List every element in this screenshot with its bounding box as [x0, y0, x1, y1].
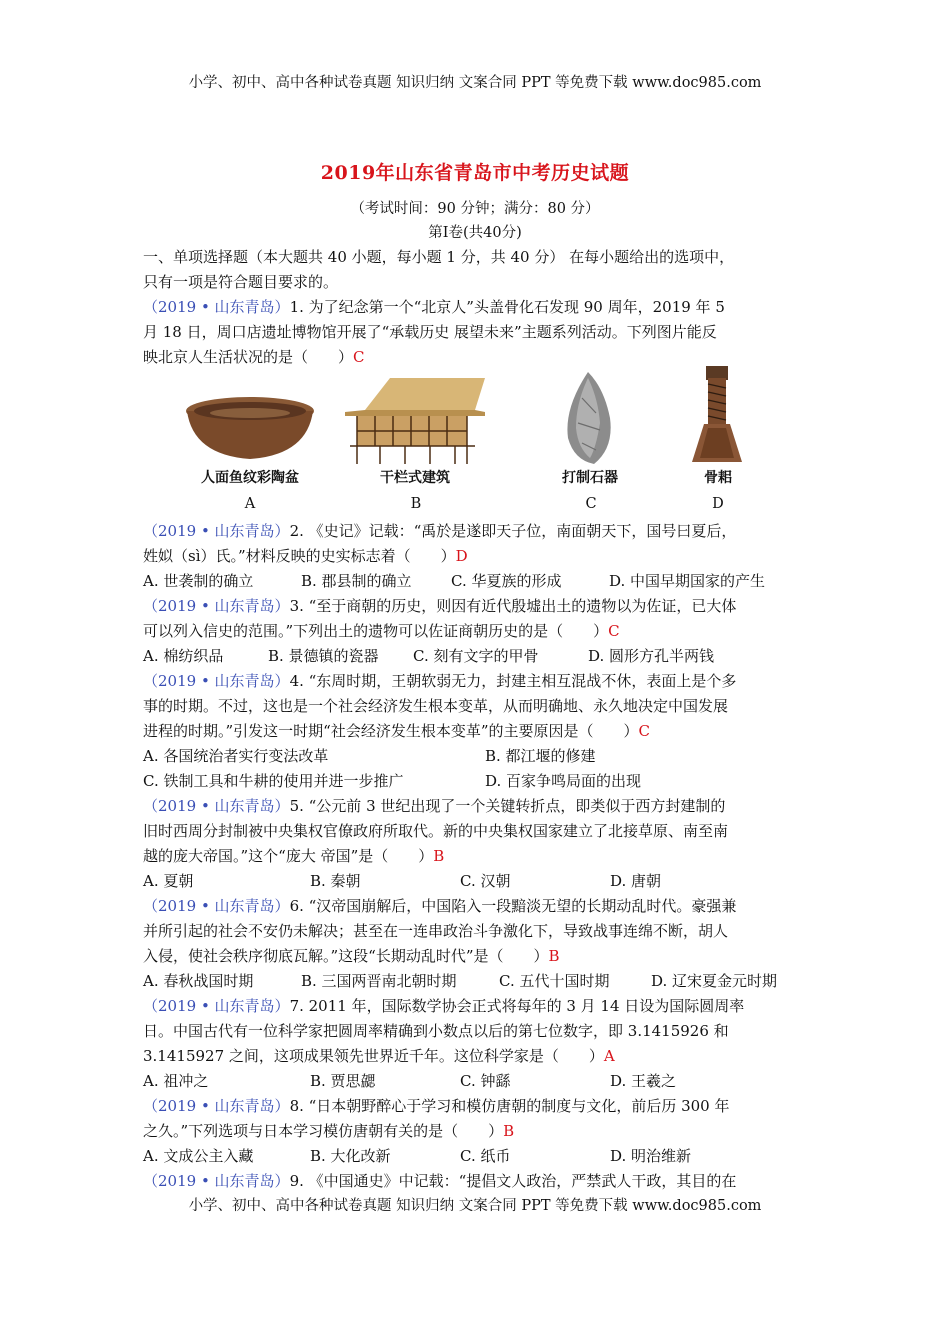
q1-answer: C [353, 348, 365, 366]
figure-letter-c: C [585, 496, 597, 512]
q4-text-3: 进程的时期。”引发这一时期“社会经济发生根本变革”的主要原因是（ ） [143, 722, 639, 740]
q6-line1 [143, 895, 813, 916]
figure-letter-d: D [712, 496, 724, 512]
q6-option-b: B. 三国两晋南北朝时期 [301, 972, 457, 990]
q7-text-1: 7. 2011 年，国际数学协会正式将每年的 3 月 14 日设为国际圆周率 [289, 997, 745, 1015]
q7-line1 [143, 995, 813, 1016]
q7-option-a: A. 祖冲之 [143, 1072, 209, 1090]
q4-option-c: C. 铁制工具和牛耕的使用并进一步推广 [143, 772, 404, 790]
q5-line3 [143, 845, 813, 866]
q8-text-1: 8. “日本朝野醉心于学习和模仿唐朝的制度与文化，前后历 300 年 [289, 1097, 730, 1115]
q4-text-1: 4. “东周时期，王朝软弱无力，封建主相互混战不休，表面上是个多 [289, 672, 737, 690]
q2-options [143, 570, 813, 591]
q7-options [143, 1070, 813, 1091]
q1-line1 [143, 296, 813, 317]
q6-text-1: 6. “汉帝国崩解后，中国陷入一段黯淡无望的长期动乱时代。豪强兼 [289, 897, 737, 915]
q8-option-c: C. 纸币 [460, 1147, 511, 1165]
stilt-house-image [335, 372, 495, 467]
q6-options [143, 970, 813, 991]
q7-text-3: 3.1415927 之间，这项成果领先世界近千年。这位科学家是（ ） [143, 1047, 604, 1065]
q8-options [143, 1145, 813, 1166]
figure-caption-d: 骨耜 [704, 470, 732, 486]
volume-heading: 第Ⅰ卷(共40分) [428, 225, 522, 241]
q2-answer: D [455, 547, 468, 565]
figure-caption-a: 人面鱼纹彩陶盆 [201, 470, 299, 486]
q9-text-1: 9. 《中国通史》中记载：“提倡文人政治，严禁武人干政，其目的在 [289, 1172, 737, 1190]
q3-line1 [143, 595, 813, 616]
source-tag: （2019 • 山东青岛） [143, 298, 290, 316]
page-header: 小学、初中、高中各种试卷真题 知识归纳 文案合同 PPT 等免费下载 www.doc985.com [188, 75, 762, 91]
q3-text-1: 3. “至于商朝的历史，则因有近代殷墟出土的遗物以为佐证，已大体 [289, 597, 737, 615]
q5-option-c: C. 汉朝 [460, 872, 511, 890]
q8-option-b: B. 大化改新 [310, 1147, 391, 1165]
q8-line2 [143, 1120, 813, 1141]
source-tag: （2019 • 山东青岛） [143, 797, 290, 815]
q6-option-d: D. 辽宋夏金元时期 [651, 972, 778, 990]
q5-line1 [143, 795, 813, 816]
q6-option-a: A. 春秋战国时期 [143, 972, 254, 990]
q4-option-d: D. 百家争鸣局面的出现 [485, 772, 642, 790]
page-footer: 小学、初中、高中各种试卷真题 知识归纳 文案合同 PPT 等免费下载 www.doc985.com [188, 1198, 762, 1214]
q7-line3 [143, 1045, 813, 1066]
q4-option-a: A. 各国统治者实行变法改革 [143, 747, 329, 765]
q4-line3 [143, 720, 813, 741]
q5-option-a: A. 夏朝 [143, 872, 194, 890]
q5-answer: B [433, 847, 445, 865]
page-title: 2019年山东省青岛市中考历史试题 [320, 162, 630, 184]
q6-text-3: 入侵，使社会秩序彻底瓦解。”这段“长期动乱时代”是（ ） [143, 947, 549, 965]
q4-options-cd [143, 770, 813, 791]
q4-line2: 事的时期。不过，这也是一个社会经济发生根本变革，从而明确地、永久地决定中国发展 [143, 697, 729, 715]
source-tag: （2019 • 山东青岛） [143, 1172, 290, 1190]
q2-text-2: 姓姒（sì）氏。”材料反映的史实标志着（ ） [143, 547, 456, 565]
q3-options [143, 645, 813, 666]
q4-option-b: B. 都江堰的修建 [485, 747, 596, 765]
q2-option-c: C. 华夏族的形成 [451, 572, 562, 590]
painted-pottery-basin-image [183, 393, 318, 468]
source-tag: （2019 • 山东青岛） [143, 997, 290, 1015]
figure-letter-a: A [244, 496, 256, 512]
chipped-stone-tool-image [560, 368, 620, 468]
q7-option-b: B. 贾思勰 [310, 1072, 376, 1090]
source-tag: （2019 • 山东青岛） [143, 1097, 290, 1115]
q2-text-1: 2. 《史记》记载：“禹於是遂即天子位，南面朝天下，国号曰夏后， [289, 522, 737, 540]
q3-option-d: D. 圆形方孔半两钱 [588, 647, 715, 665]
q5-options [143, 870, 813, 891]
q8-line1 [143, 1095, 813, 1116]
q6-line2: 并所引起的社会不安仍未解决；甚至在一连串政治斗争激化下，导致战事连绵不断，胡人 [143, 922, 729, 940]
q3-option-b: B. 景德镇的瓷器 [268, 647, 379, 665]
q8-option-a: A. 文成公主入藏 [143, 1147, 254, 1165]
q4-line1 [143, 670, 813, 691]
figure-caption-b: 干栏式建筑 [380, 470, 450, 486]
bone-spade-image [688, 362, 748, 468]
q4-answer: C [638, 722, 650, 740]
exam-info: （考试时间：90 分钟；满分：80 分） [350, 201, 600, 217]
q5-text-3: 越的庞大帝国。”这个“庞大 帝国”是（ ） [143, 847, 434, 865]
q2-line1 [143, 520, 813, 541]
q4-options-ab [143, 745, 813, 766]
q3-answer: C [608, 622, 620, 640]
q7-option-d: D. 王羲之 [610, 1072, 677, 1090]
q6-line3 [143, 945, 813, 966]
figure-letter-b: B [410, 496, 422, 512]
q5-option-d: D. 唐朝 [610, 872, 662, 890]
q3-text-2: 可以列入信史的范围。”下列出土的遗物可以佐证商朝历史的是（ ） [143, 622, 609, 640]
source-tag: （2019 • 山东青岛） [143, 522, 290, 540]
q9-line1 [143, 1170, 813, 1191]
source-tag: （2019 • 山东青岛） [143, 597, 290, 615]
q1-line2: 月 18 日，周口店遗址博物馆开展了“承载历史 展望未来”主题系列活动。下列图片能反 [143, 323, 717, 341]
section-instruction-2: 只有一项是符合题目要求的。 [143, 273, 339, 291]
q7-option-c: C. 钟繇 [460, 1072, 511, 1090]
source-tag: （2019 • 山东青岛） [143, 672, 290, 690]
q2-line2 [143, 545, 813, 566]
q2-option-d: D. 中国早期国家的产生 [609, 572, 766, 590]
figure-caption-c: 打制石器 [562, 470, 618, 486]
q5-option-b: B. 秦朝 [310, 872, 361, 890]
q3-line2 [143, 620, 813, 641]
q7-line2: 日。中国古代有一位科学家把圆周率精确到小数点以后的第七位数字，即 3.1415926 和 [143, 1022, 729, 1040]
section-instruction-1: 一、单项选择题（本大题共 40 小题，每小题 1 分，共 40 分） 在每小题给出的选项中， [143, 248, 735, 266]
q8-answer: B [503, 1122, 515, 1140]
source-tag: （2019 • 山东青岛） [143, 897, 290, 915]
q5-line2: 旧时西周分封制被中央集权官僚政府所取代。新的中央集权国家建立了北接草原、南至南 [143, 822, 729, 840]
q5-text-1: 5. “公元前 3 世纪出现了一个关键转折点，即类似于西方封建制的 [289, 797, 726, 815]
q1-text-1: 1. 为了纪念第一个“北京人”头盖骨化石发现 90 周年，2019 年 5 [289, 298, 725, 316]
q6-option-c: C. 五代十国时期 [499, 972, 610, 990]
q8-option-d: D. 明治维新 [610, 1147, 692, 1165]
q8-text-2: 之久。”下列选项与日本学习模仿唐朝有关的是（ ） [143, 1122, 504, 1140]
q1-text-3: 映北京人生活状况的是（ ） [143, 348, 354, 366]
q2-option-a: A. 世袭制的确立 [143, 572, 254, 590]
q2-option-b: B. 郡县制的确立 [301, 572, 412, 590]
q3-option-a: A. 棉纺织品 [143, 647, 224, 665]
q6-answer: B [548, 947, 560, 965]
q7-answer: A [603, 1047, 615, 1065]
q3-option-c: C. 刻有文字的甲骨 [413, 647, 539, 665]
